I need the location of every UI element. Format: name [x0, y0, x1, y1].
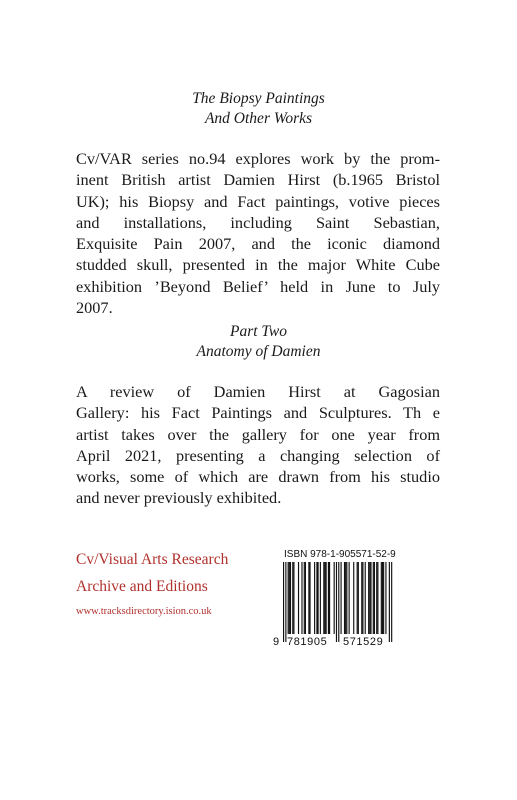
barcode-bar: [314, 562, 315, 634]
barcode-guard-bar: [391, 562, 392, 642]
paragraph-2-line: works, some of which are drawn from his studio: [76, 467, 440, 487]
barcode-bar: [344, 562, 345, 634]
barcode-bar: [293, 562, 294, 634]
paragraph-2-line: Gallery: his Fact Paintings and Sculptures. Th e: [76, 403, 440, 423]
barcode-bar: [290, 562, 291, 634]
barcode-bar: [323, 562, 324, 634]
barcode-guard-bar: [338, 562, 339, 642]
barcode-bar: [292, 562, 293, 634]
barcode-bar: [326, 562, 327, 634]
barcode-bar: [357, 562, 358, 634]
barcode-bar: [304, 562, 305, 634]
paragraph-2-line: A review of Damien Hirst at Gagosian: [76, 382, 440, 401]
isbn-digit-group-1: 781905: [287, 636, 328, 648]
barcode-bar: [320, 562, 321, 634]
barcode-bar: [358, 562, 359, 634]
barcode-bar: [377, 562, 378, 634]
paragraph-1-line: and installations, including Saint Sebastian,: [76, 212, 440, 232]
paragraph-1-line: UK); his Biopsy and Fact paintings, votive pieces: [76, 191, 440, 211]
heading-2-line-1: Part Two: [230, 323, 287, 340]
barcode-bar: [368, 562, 369, 634]
paragraph-1-line: Cv/VAR series no.94 explores work by the prom-: [76, 149, 440, 168]
description-paragraph-1: [76, 148, 440, 318]
paragraph-2-line: artist takes over the gallery for one year from: [76, 424, 440, 444]
barcode-bar: [385, 562, 386, 634]
paragraph-1-line: 2007.: [76, 298, 113, 318]
barcode-bar: [288, 562, 289, 634]
barcode-guard-bar: [285, 562, 286, 642]
paragraph-2-line: and never previously exhibited.: [76, 488, 282, 508]
barcode-bar: [301, 562, 302, 634]
paragraph-2-line: April 2021, presenting a changing selection of: [76, 445, 440, 465]
heading-1-line-2: And Other Works: [204, 110, 313, 127]
barcode-bar: [374, 562, 375, 634]
publisher-url: www.tracksdirectory.ision.co.uk: [76, 606, 212, 617]
barcode-bar: [373, 562, 374, 634]
barcode-bar: [370, 562, 371, 634]
paragraph-1-line: exhibition ’Beyond Belief’ held in June to July: [76, 276, 440, 296]
barcode-bar: [298, 562, 299, 634]
barcode-bar: [316, 562, 317, 634]
barcode-guard-bar: [389, 562, 390, 642]
barcode-guard-bar: [283, 562, 284, 642]
isbn-barcode: [273, 562, 396, 646]
heading-2-line-2: Anatomy of Damien: [196, 343, 321, 360]
barcode-bar: [382, 562, 383, 634]
isbn-label: ISBN 978-1-905571-52-9: [284, 549, 396, 560]
barcode-bar: [361, 562, 362, 634]
paragraph-1-line: inent British artist Damien Hirst (b.1965 Bristol: [76, 170, 440, 190]
barcode-bar: [318, 562, 319, 634]
barcode-bar: [329, 562, 330, 634]
paragraph-1-line: studded skull, presented in the major White Cube: [76, 255, 440, 275]
barcode-bar: [308, 562, 309, 634]
barcode-bar: [376, 562, 377, 634]
barcode-bar: [349, 562, 350, 634]
publisher-name-line-1: Cv/Visual Arts Research: [76, 551, 229, 568]
barcode-bar: [289, 562, 290, 634]
barcode-bar: [334, 562, 335, 634]
barcode-bar: [362, 562, 363, 634]
barcode-bar: [353, 562, 354, 634]
barcode-bar: [309, 562, 310, 634]
barcode-bar: [328, 562, 329, 634]
barcode-bar: [324, 562, 325, 634]
paragraph-1-line: Exquisite Pain 2007, and the iconic diamond: [76, 234, 440, 254]
barcode-bar: [305, 562, 306, 634]
barcode-bar: [365, 562, 366, 634]
barcode-bar: [369, 562, 370, 634]
barcode-guard-bar: [336, 562, 337, 642]
barcode-bar: [381, 562, 382, 634]
barcode-bar: [341, 562, 342, 634]
heading-1-line-1: The Biopsy Paintings: [192, 90, 325, 107]
section-heading-2: [0, 322, 517, 362]
publisher-name-line-2: Archive and Editions: [76, 578, 208, 595]
isbn-digit-group-2: 571529: [343, 636, 384, 648]
section-heading-1: [0, 89, 517, 129]
description-paragraph-2: [76, 381, 440, 509]
barcode-bar: [383, 562, 384, 634]
barcode-bar: [346, 562, 347, 634]
isbn-digit-lead: 9: [273, 636, 280, 648]
barcode-bar: [345, 562, 346, 634]
